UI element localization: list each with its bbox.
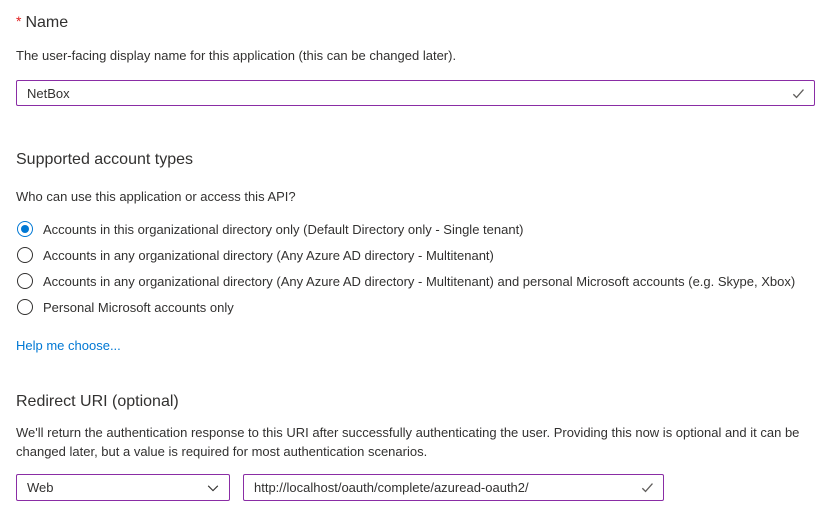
radio-icon[interactable] [17,273,33,289]
redirect-uri-input[interactable] [244,475,640,500]
radio-label: Personal Microsoft accounts only [43,299,234,315]
radio-multitenant[interactable] [16,242,815,268]
radio-icon[interactable] [17,299,33,315]
name-input-container [16,80,815,106]
checkmark-icon [640,480,655,495]
chevron-down-icon [206,481,220,495]
name-title-text: Name [25,14,69,31]
account-types-question: Who can use this application or access this API? [16,189,296,204]
redirect-uri-title: Redirect URI (optional) [16,393,179,410]
required-asterisk: * [16,13,22,29]
account-types-title: Supported account types [16,151,194,168]
radio-label: Accounts in any organizational directory (Any Azure AD directory - Multitenant) and personal Microsoft accounts (e.g. Skype, Xbox) [43,273,796,289]
name-input[interactable] [17,81,791,105]
name-description: The user-facing display name for this application (this can be changed later). [16,48,457,63]
radio-icon[interactable] [17,221,33,237]
radio-personal-only[interactable] [16,294,815,320]
radio-single-tenant[interactable] [16,216,815,242]
redirect-uri-row [16,474,815,501]
help-me-choose-link[interactable]: Help me choose... [16,338,121,353]
redirect-uri-description: We'll return the authentication response to this URI after successfully authenticating the user. Providing this now is optional and it can be changed later, but a value is required for most authentication scenarios. [16,425,800,459]
name-section-title [16,11,815,33]
redirect-uri-input-container [243,474,664,501]
account-types-radio-group [16,216,815,320]
radio-label: Accounts in this organizational directory only (Default Directory only - Single tenant) [43,221,524,237]
radio-multitenant-personal[interactable] [16,268,815,294]
platform-dropdown[interactable] [16,474,230,501]
platform-dropdown-value: Web [27,480,54,495]
radio-label: Accounts in any organizational directory (Any Azure AD directory - Multitenant) [43,247,494,263]
checkmark-icon [791,86,806,101]
radio-icon[interactable] [17,247,33,263]
